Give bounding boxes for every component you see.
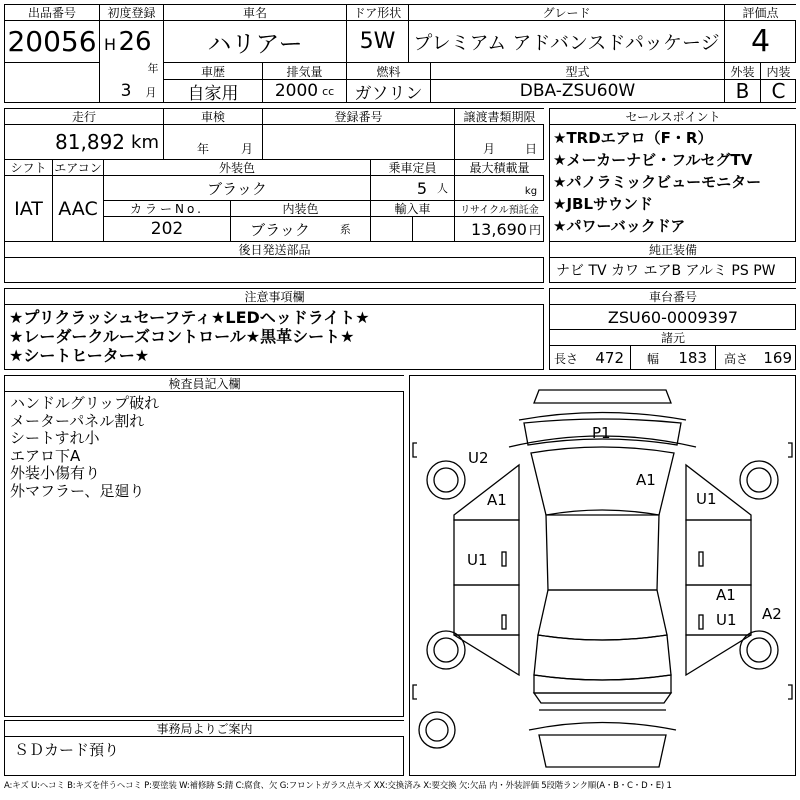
model-label: 型式 bbox=[431, 63, 724, 79]
int-color-value: ブラック bbox=[250, 220, 310, 239]
inspection-month-unit: 月 bbox=[240, 141, 253, 155]
score-label: 評価点 bbox=[725, 5, 796, 20]
mileage-label: 走行 bbox=[5, 109, 163, 124]
chassis-label: 車台番号 bbox=[550, 289, 796, 304]
legend-footer: A:キズ U:ヘコミ B:キズを伴うヘコミ P:要塗装 W:補修跡 S:錆 C:腐食、欠 G:フロントガラス点キズ XX:交換済み X:要交換 欠:欠品 内・外装評価 5段階ランク順(A・B・C・D・E) 1 bbox=[4, 781, 672, 791]
sales-point: ★パノラミックビューモニター bbox=[553, 173, 762, 191]
lot-label: 出品番号 bbox=[5, 5, 99, 20]
ac: AAC bbox=[58, 197, 98, 220]
door-type: 5W bbox=[359, 28, 396, 54]
damage-p1: P1 bbox=[592, 424, 611, 442]
equip-label: 純正装備 bbox=[550, 242, 796, 257]
inspection-label: 車検 bbox=[164, 109, 262, 124]
note-line: ★シートヒーター★ bbox=[9, 346, 150, 365]
mileage bbox=[5, 125, 163, 159]
sales-point: ★メーカーナビ・フルセグTV bbox=[553, 151, 753, 169]
reg-year: 26 bbox=[118, 28, 152, 56]
color-no-label: カラーNo. bbox=[104, 201, 230, 216]
lot-number: 20056 bbox=[7, 24, 97, 58]
inspector-line: シートすれ小 bbox=[10, 429, 100, 447]
yen-unit: 円 bbox=[528, 222, 541, 237]
length-value: 472 bbox=[595, 349, 624, 367]
sales-label: セールスポイント bbox=[550, 109, 796, 124]
transfer-day-unit: 日 bbox=[524, 141, 537, 155]
mileage-value: 81,892 bbox=[55, 130, 126, 154]
shift-label: シフト bbox=[5, 160, 52, 175]
inspection-year-unit: 年 bbox=[196, 141, 209, 155]
office-text: ＳＤカード預り bbox=[14, 741, 120, 759]
grade-label: グレード bbox=[409, 5, 724, 20]
inspector-line: エアロ下A bbox=[10, 446, 81, 465]
notes-lines bbox=[9, 308, 370, 365]
damage-u1-left: U1 bbox=[467, 551, 488, 569]
first-reg-label: 初度登録 bbox=[100, 5, 163, 20]
shift: IAT bbox=[14, 197, 43, 220]
seats bbox=[371, 176, 454, 200]
inspector-label: 検査員記入欄 bbox=[5, 376, 404, 391]
color-label: 外装色 bbox=[104, 160, 370, 175]
inspector-line: 外マフラー、足廻り bbox=[10, 481, 145, 500]
int-color-label: 内装色 bbox=[231, 201, 370, 216]
sales-points bbox=[553, 127, 795, 237]
damage-u1-rear: U1 bbox=[716, 611, 737, 629]
dims-label: 諸元 bbox=[550, 330, 796, 345]
recycle bbox=[455, 217, 544, 241]
seats-unit: 人 bbox=[437, 182, 448, 195]
inspector-line: ハンドルグリップ破れ bbox=[10, 394, 160, 412]
transfer-label: 譲渡書類期限 bbox=[455, 109, 544, 124]
sales-point: ★JBLサウンド bbox=[553, 195, 654, 213]
int-label: 内装 bbox=[761, 63, 796, 79]
height-label: 高さ bbox=[724, 351, 749, 366]
height bbox=[716, 346, 796, 370]
displacement-value: 2000 bbox=[274, 81, 319, 101]
damage-a1-left: A1 bbox=[487, 491, 507, 509]
recycle-label: リサイクル預託金 bbox=[455, 201, 544, 216]
width bbox=[631, 346, 715, 370]
sales-point: ★TRDエアロ（F・R） bbox=[553, 129, 713, 147]
damage-a1-rear: A1 bbox=[716, 586, 736, 604]
chassis-number: ZSU60-0009397 bbox=[607, 307, 739, 327]
cc-unit: cc bbox=[322, 84, 335, 98]
length-label: 長さ bbox=[554, 351, 579, 366]
damage-a1-roof: A1 bbox=[636, 471, 656, 489]
car-name: ハリアー bbox=[207, 29, 303, 58]
int-grade: C bbox=[771, 80, 786, 102]
reg-month: 3 bbox=[120, 81, 132, 101]
import-label: 輸入車 bbox=[371, 201, 454, 216]
plate-label: 登録番号 bbox=[263, 109, 454, 124]
seats-value: 5 bbox=[416, 178, 427, 198]
displacement bbox=[263, 80, 346, 102]
grade: プレミアム アドバンスドパッケージ bbox=[413, 31, 720, 54]
model-code: DBA-ZSU60W bbox=[519, 81, 636, 101]
fuel: ガソリン bbox=[354, 83, 423, 102]
car-name-label: 車名 bbox=[164, 5, 346, 20]
later-parts-label: 後日発送部品 bbox=[5, 242, 544, 257]
int-color-suffix: 系 bbox=[339, 223, 351, 236]
note-line: ★レーダークルーズコントロール★黒革シート★ bbox=[9, 327, 355, 346]
history-label: 車歴 bbox=[164, 63, 262, 79]
inspector-lines bbox=[10, 395, 159, 500]
damage-a2: A2 bbox=[762, 605, 782, 623]
score: 4 bbox=[750, 23, 771, 59]
month-unit: 月 bbox=[145, 86, 157, 99]
door-label: ドア形状 bbox=[347, 5, 408, 20]
length bbox=[551, 346, 630, 370]
ext-grade: B bbox=[735, 80, 750, 102]
inspector-line: 外装小傷有り bbox=[10, 464, 101, 482]
displacement-label: 排気量 bbox=[263, 63, 346, 79]
transfer-month-unit: 月 bbox=[482, 141, 495, 155]
notes-label: 注意事項欄 bbox=[5, 289, 544, 304]
inspector-line: メーターパネル割れ bbox=[10, 411, 145, 430]
seats-label: 乗車定員 bbox=[371, 160, 454, 175]
width-label: 幅 bbox=[647, 351, 660, 366]
color-no: 202 bbox=[150, 219, 184, 239]
history: 自家用 bbox=[187, 83, 239, 102]
ac-label: エアコン bbox=[54, 161, 102, 175]
sales-point: ★パワーバックドア bbox=[553, 217, 686, 235]
int-color bbox=[231, 217, 370, 241]
load-label: 最大積載量 bbox=[455, 160, 544, 175]
ext-label: 外装 bbox=[725, 63, 760, 79]
damage-u2: U2 bbox=[468, 449, 489, 467]
office-label: 事務局よりご案内 bbox=[5, 721, 404, 736]
km-unit: km bbox=[131, 131, 159, 153]
damage-u1-right: U1 bbox=[696, 490, 717, 508]
width-value: 183 bbox=[678, 349, 707, 367]
exterior-color: ブラック bbox=[207, 179, 267, 198]
era: H bbox=[103, 34, 117, 54]
equipment: ナビ TV カワ エアB アルミ PS PW bbox=[556, 263, 776, 279]
note-line: ★プリクラッシュセーフティ★LEDヘッドライト★ bbox=[9, 308, 370, 327]
year-unit: 年 bbox=[147, 62, 159, 75]
recycle-value: 13,690 bbox=[471, 219, 527, 239]
height-value: 169 bbox=[763, 349, 792, 367]
fuel-label: 燃料 bbox=[347, 63, 430, 79]
load-unit: kg bbox=[520, 184, 542, 198]
